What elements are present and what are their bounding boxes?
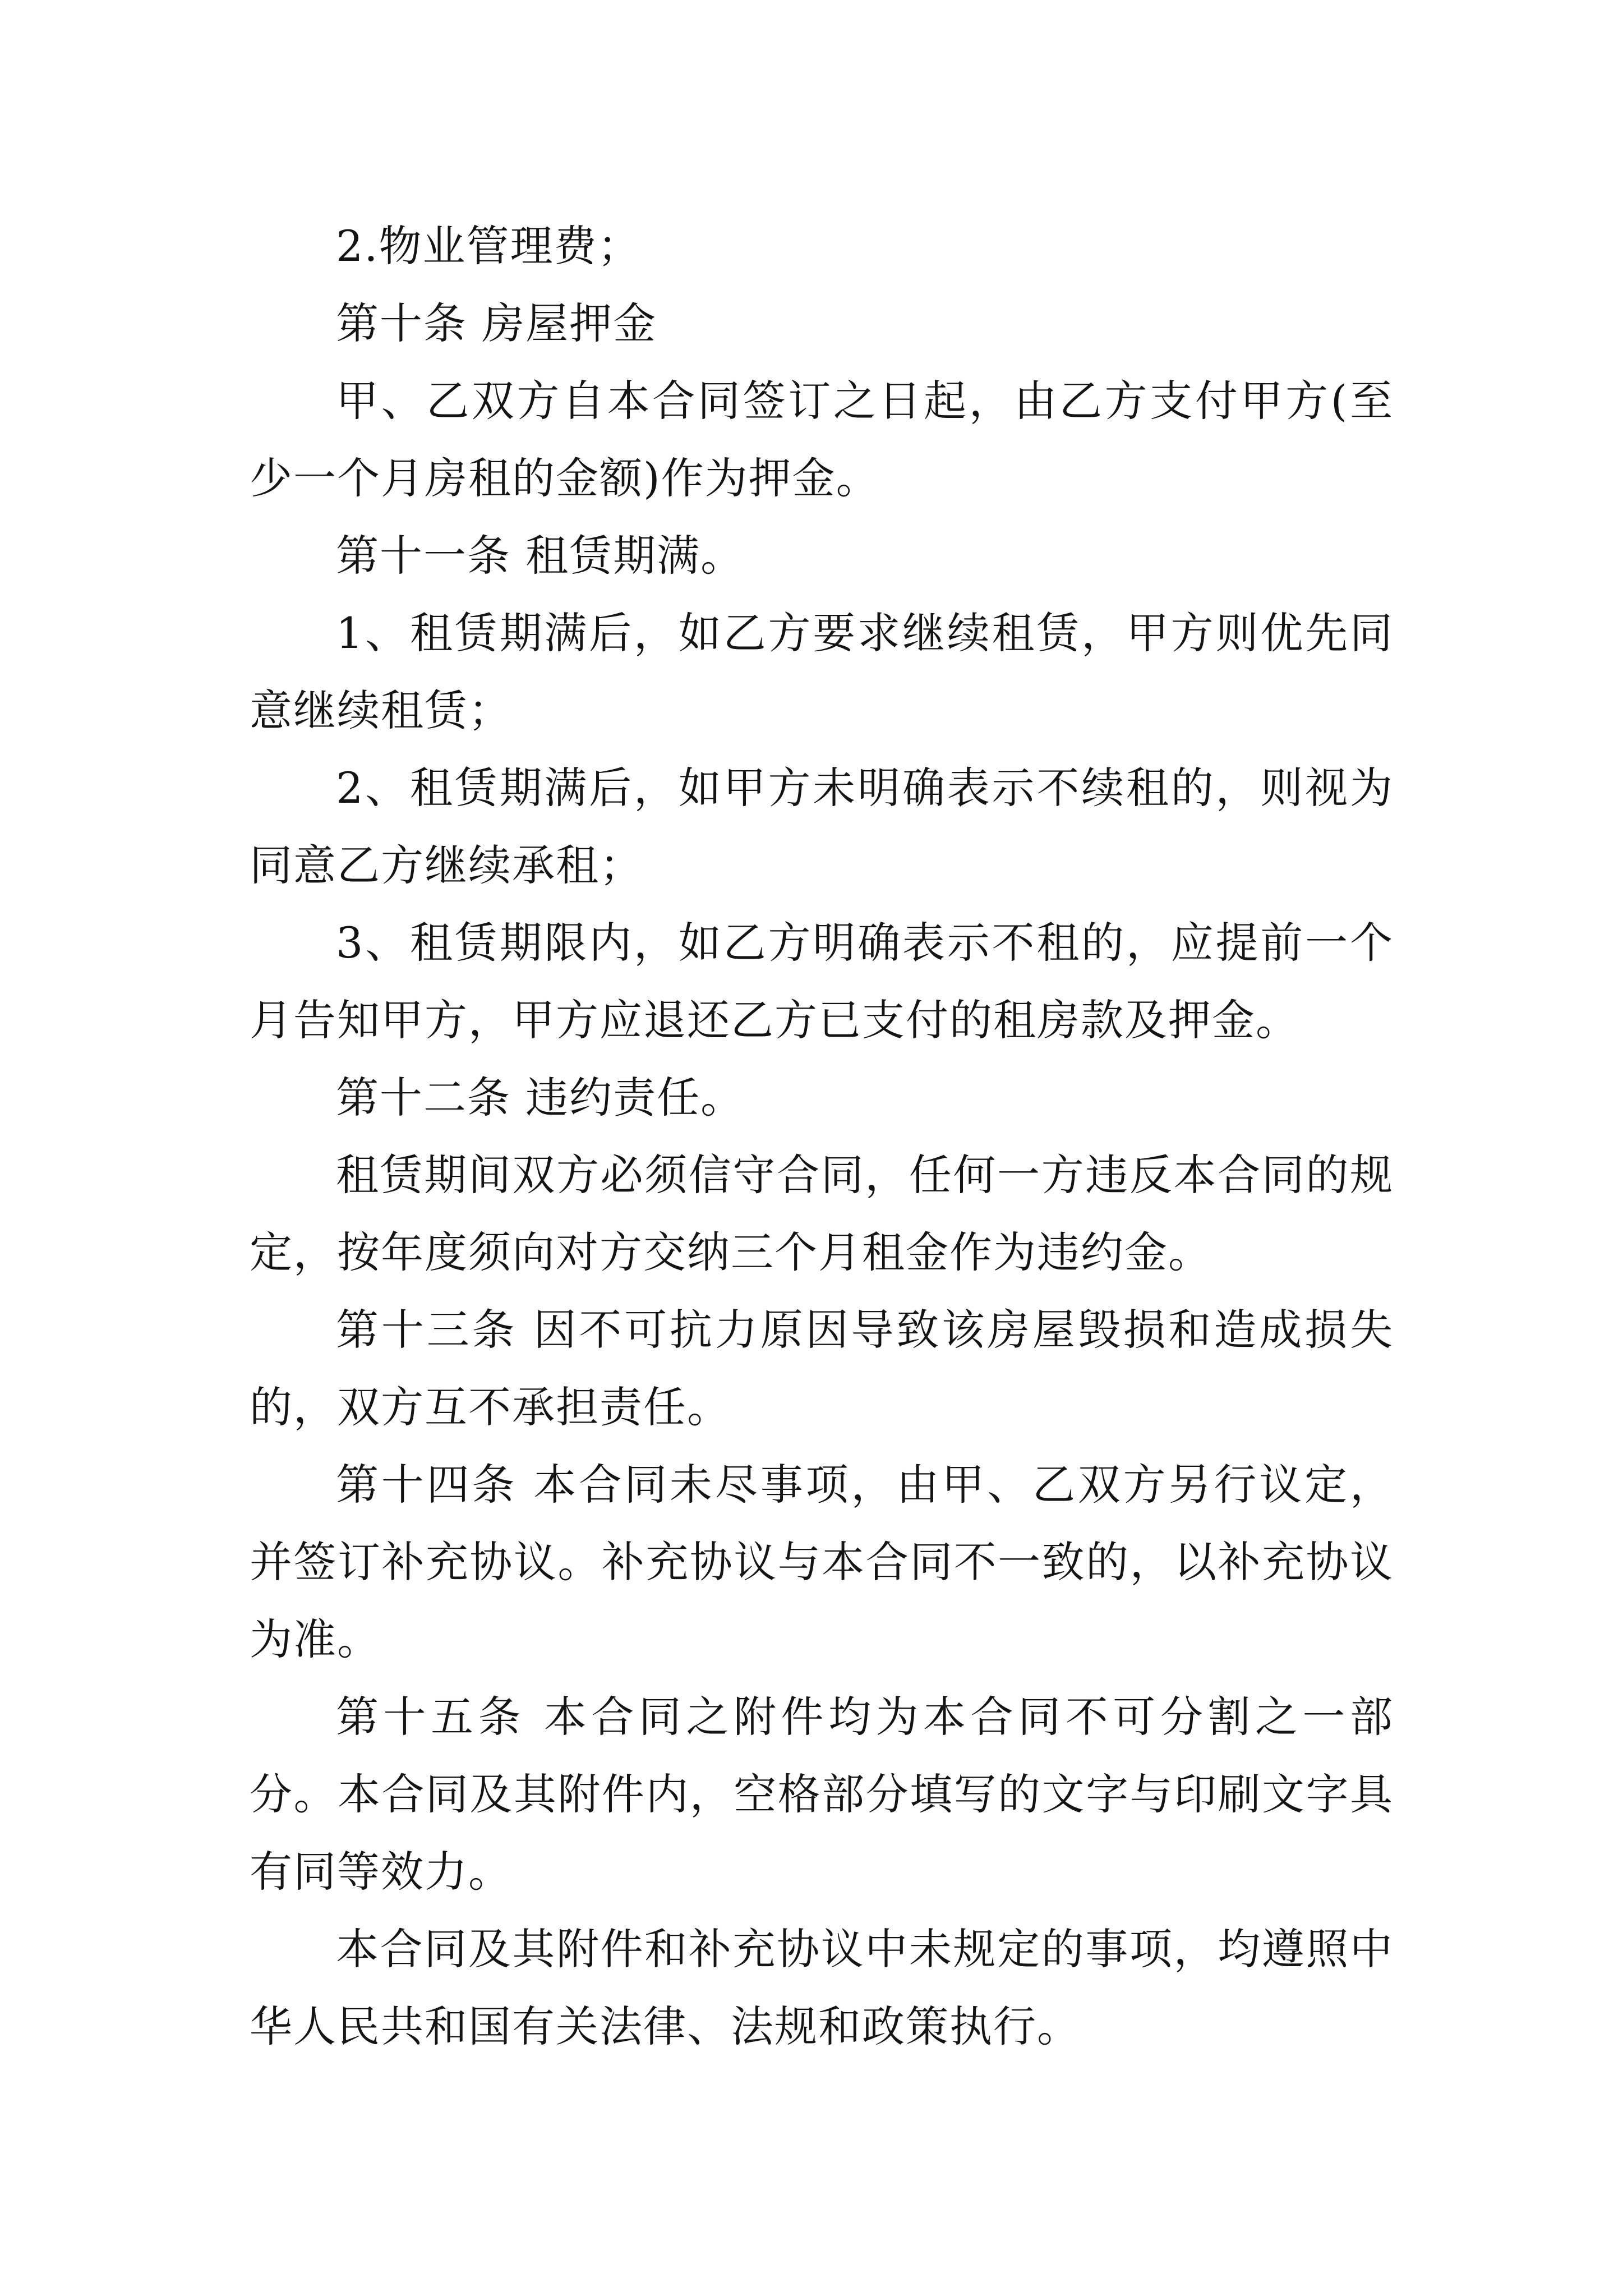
article-12-text: 租赁期间双方必须信守合同，任何一方违反本合同的规定，按年度须向对方交纳三个月租金作为违约金。	[250, 1150, 1394, 1277]
article-11-heading: 第十一条 租赁期满。	[336, 531, 745, 581]
article-13-text: 第十三条 因不可抗力原因导致该房屋毁损和造成损失的，双方互不承担责任。	[250, 1305, 1394, 1432]
contract-body	[250, 208, 1394, 2065]
article-11-item-1: 1、租赁期满后，如乙方要求继续租赁，甲方则优先同意继续租赁；	[250, 608, 1394, 735]
article-15-text: 第十五条 本合同之附件均为本合同不可分割之一部分。本合同及其附件内，空格部分填写的文字与印刷文字具有同等效力。	[250, 1692, 1394, 1897]
closing-clause: 本合同及其附件和补充协议中未规定的事项，均遵照中华人民共和国有关法律、法规和政策执行。	[250, 1924, 1394, 2051]
article-11-item-3: 3、租赁期限内，如乙方明确表示不租的，应提前一个月告知甲方，甲方应退还乙方已支付的租房款及押金。	[250, 918, 1394, 1045]
article-14-text: 第十四条 本合同未尽事项，由甲、乙双方另行议定，并签订补充协议。补充协议与本合同不一致的，以补充协议为准。	[250, 1460, 1394, 1664]
article-10-heading: 第十条 房屋押金	[336, 298, 657, 348]
clause-property-fee: 2.物业管理费；	[336, 221, 642, 271]
article-12-heading: 第十二条 违约责任。	[336, 1073, 745, 1122]
article-10-deposit-text: 甲、乙双方自本合同签订之日起，由乙方支付甲方(至少一个月房租的金额)作为押金。	[250, 376, 1394, 503]
article-11-item-2: 2、租赁期满后，如甲方未明确表示不续租的，则视为同意乙方继续承租；	[250, 763, 1394, 890]
